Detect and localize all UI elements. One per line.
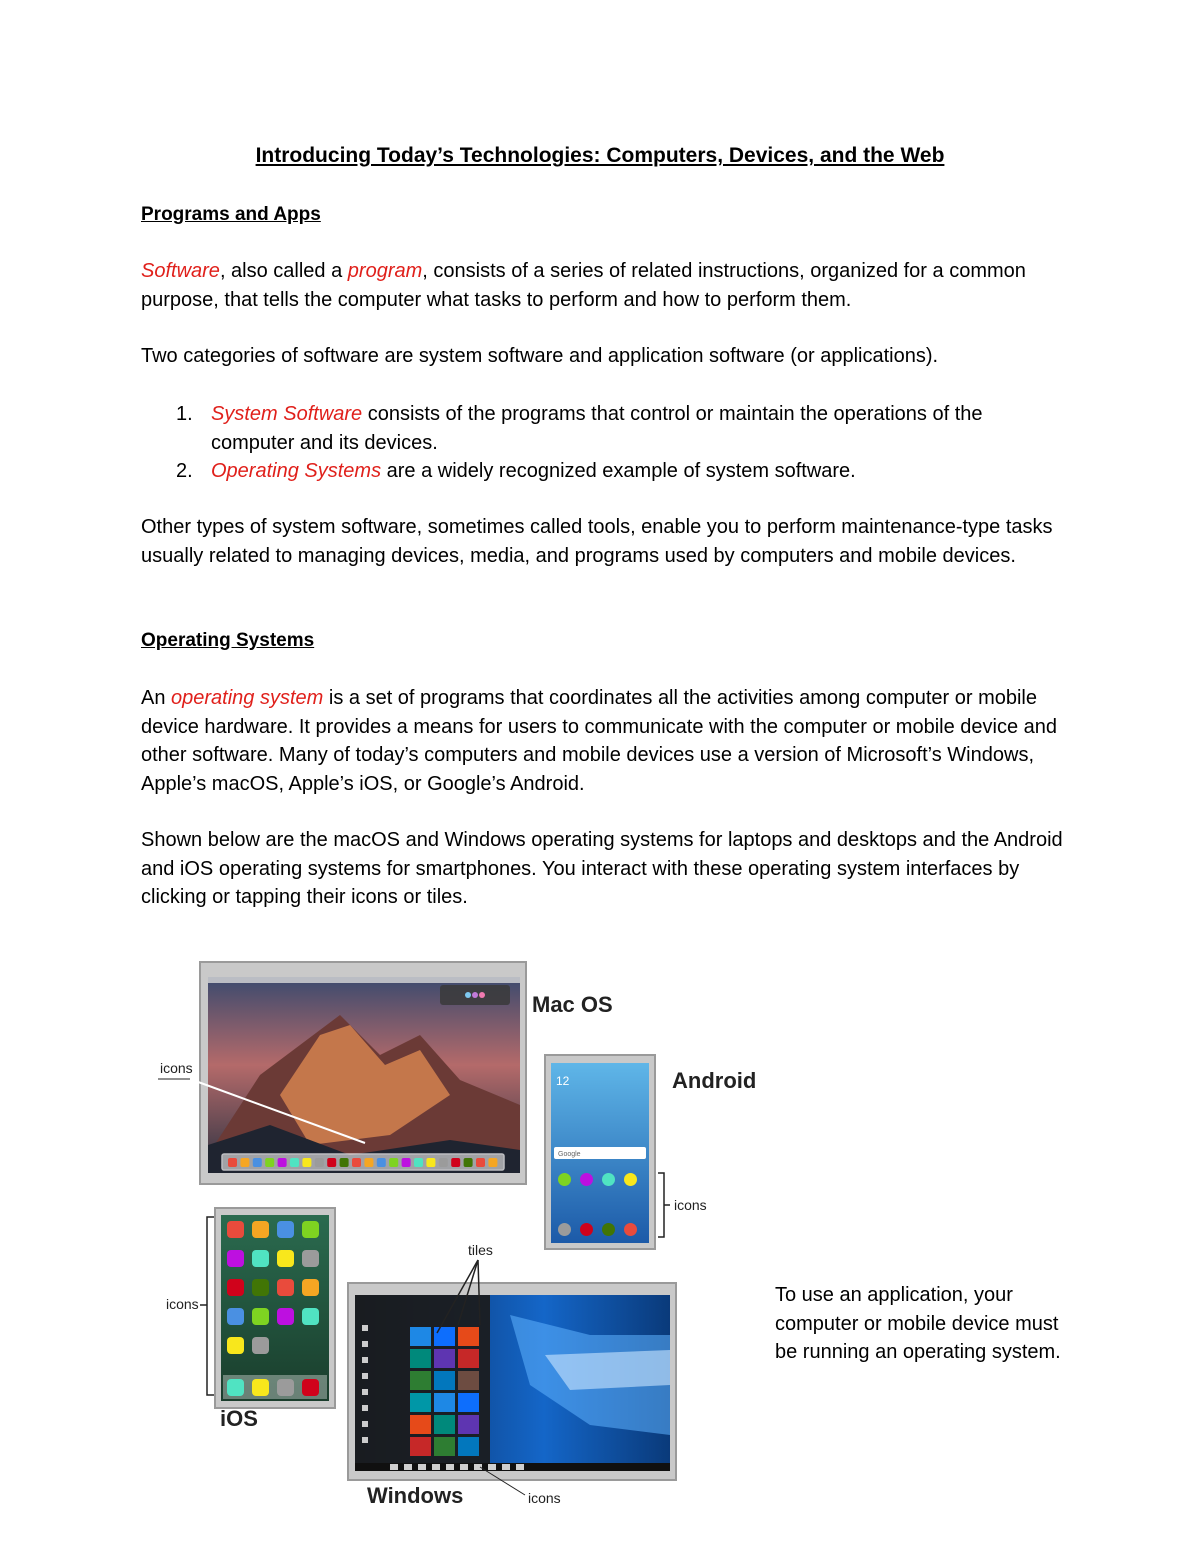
start-menu-tile [410,1371,431,1390]
start-menu-app-icon [362,1421,368,1427]
ios-app-icon [302,1221,319,1238]
ios-dock-icon [252,1379,269,1396]
mac-os-label: Mac OS [532,992,613,1017]
ios-app-icon [252,1308,269,1325]
dock-app-icon [439,1158,448,1167]
ios-app-icon [252,1279,269,1296]
ios-label: iOS [220,1406,258,1431]
start-menu-app-icon [362,1325,368,1331]
ios-app-icon [277,1250,294,1267]
dock-app-icon [389,1158,398,1167]
start-menu-app-icon [362,1341,368,1347]
dock-app-icon [278,1158,287,1167]
list-number: 1. [176,403,193,425]
taskbar-icon [460,1464,468,1470]
text-span: consists of the programs that control or maintain the operations of the computer and its devices. [211,403,983,454]
start-menu-app-icon [362,1405,368,1411]
ios-app-icon [277,1221,294,1238]
list-item [141,400,1071,457]
android-app-icon [558,1173,571,1186]
start-menu-tile [458,1437,479,1456]
android-app-icon [624,1173,637,1186]
start-menu-tile [410,1393,431,1412]
start-menu-tile [410,1415,431,1434]
taskbar-icon [404,1464,412,1470]
text-span: , consists of a series of related instructions, organized for a common purpose, that tells the computer what tasks to perform and how to perform them. [141,260,1026,311]
ios-dock-icon [302,1379,319,1396]
ios-app-icon [227,1308,244,1325]
taskbar-icon [432,1464,440,1470]
android-app-icon [558,1223,571,1236]
dock-app-icon [426,1158,435,1167]
text-span: An [141,687,172,709]
windows-icons-callout: icons [528,1490,561,1506]
start-menu-tile [458,1393,479,1412]
start-menu-tile [434,1327,455,1346]
term-program: program [347,260,423,282]
term-operating-system: operating system [171,687,324,709]
dock-app-icon [253,1158,262,1167]
start-menu-app-icon [362,1357,368,1363]
text-span: , also called a [219,260,348,282]
term-system-software: System Software [211,403,363,425]
start-menu-tile [410,1349,431,1368]
taskbar-icon [390,1464,398,1470]
start-menu-tile [458,1371,479,1390]
ios-app-icon [252,1221,269,1238]
paragraph-os-figure-intro: Shown below are the macOS and Windows operating systems for laptops and desktops and the Android and iOS operating systems for smartphones. You interact with these operating system interfaces by clicking or tapping their icons or tiles. [141,829,1063,908]
start-menu-tile [410,1437,431,1456]
operating-systems-figure [150,955,770,1515]
start-menu-app-icon [362,1389,368,1395]
android-screenshot [545,1055,655,1249]
taskbar-icon [516,1464,524,1470]
dock-app-icon [476,1158,485,1167]
macos-screenshot [200,962,526,1184]
ios-app-icon [302,1279,319,1296]
dock-app-icon [240,1158,249,1167]
windows-screenshot [348,1283,676,1480]
term-software: Software [141,260,220,282]
dock-app-icon [315,1158,324,1167]
dock-app-icon [377,1158,386,1167]
start-menu-tile [410,1327,431,1346]
start-menu-tile [434,1393,455,1412]
start-menu-tile [434,1349,455,1368]
dock-app-icon [364,1158,373,1167]
android-app-icon [580,1173,593,1186]
android-icons-bracket [658,1173,670,1237]
ios-icons-bracket [200,1217,214,1395]
list-item [141,457,1071,486]
start-menu-tile [434,1437,455,1456]
dock-app-icon [488,1158,497,1167]
ios-app-icon [252,1337,269,1354]
term-operating-systems: Operating Systems [211,460,382,482]
software-list [141,400,1071,486]
side-note: To use an application, your computer or mobile device must be running an operating system. [775,1284,1061,1363]
list-number: 2. [176,460,193,482]
paragraph-system-tools: Other types of system software, sometimes called tools, enable you to perform maintenance-type tasks usually related to managing devices, media, and programs used by computers and mobile devices. [141,516,1053,567]
android-label: Android [672,1068,757,1093]
windows-label: Windows [367,1483,464,1508]
dock-app-icon [228,1158,237,1167]
heading-programs-and-apps: Programs and Apps [141,204,321,225]
taskbar-icon [418,1464,426,1470]
dock-app-icon [414,1158,423,1167]
ios-app-icon [227,1250,244,1267]
ios-app-icon [227,1221,244,1238]
android-search-label: Google [558,1151,581,1158]
document-title: Introducing Today’s Technologies: Computers, Devices, and the Web [255,144,945,167]
dock-app-icon [451,1158,460,1167]
dock-app-icon [402,1158,411,1167]
ios-app-icon [277,1279,294,1296]
paragraph-software-categories: Two categories of software are system software and application software (or applications). [141,345,939,367]
ios-dock-icon [227,1379,244,1396]
dock-app-icon [290,1158,299,1167]
ios-icons-callout: icons [166,1296,199,1312]
android-app-icon [624,1223,637,1236]
taskbar-icon [502,1464,510,1470]
dock-app-icon [340,1158,349,1167]
start-menu-app-icon [362,1373,368,1379]
ios-dock-icon [277,1379,294,1396]
start-menu-tile [458,1327,479,1346]
dock-app-icon [352,1158,361,1167]
ios-app-icon [227,1279,244,1296]
ios-app-icon [302,1250,319,1267]
start-menu-tile [434,1415,455,1434]
start-menu-app-icon [362,1437,368,1443]
dock-app-icon [327,1158,336,1167]
paragraph-os-definition [141,684,1071,798]
dock-app-icon [302,1158,311,1167]
android-app-icon [602,1223,615,1236]
ios-app-icon [302,1308,319,1325]
dock-app-icon [265,1158,274,1167]
tiles-callout: tiles [468,1242,493,1258]
taskbar-icon [488,1464,496,1470]
android-time: 12 [556,1074,570,1088]
paragraph-software-definition [141,257,1071,314]
text-span: is a set of programs that coordinates all the activities among computer or mobile device hardware. It provides a means for users to communicate with the computer or mobile device and other software. Many of today’s computers and mobile devices use a version of Microsoft’s Windows, Apple’s macOS, Apple’s iOS, or Google’s Android. [141,687,1057,795]
start-menu-tile [434,1371,455,1390]
mac-icons-callout: icons [160,1060,193,1076]
start-menu-tile [458,1415,479,1434]
android-app-icon [602,1173,615,1186]
ios-app-icon [252,1250,269,1267]
taskbar-icon [446,1464,454,1470]
ios-app-icon [277,1308,294,1325]
ios-app-icon [227,1337,244,1354]
start-menu-tile [458,1349,479,1368]
android-icons-callout: icons [674,1197,707,1213]
text-span: are a widely recognized example of system software. [381,460,856,482]
dock-app-icon [464,1158,473,1167]
android-app-icon [580,1223,593,1236]
heading-operating-systems: Operating Systems [141,630,315,651]
